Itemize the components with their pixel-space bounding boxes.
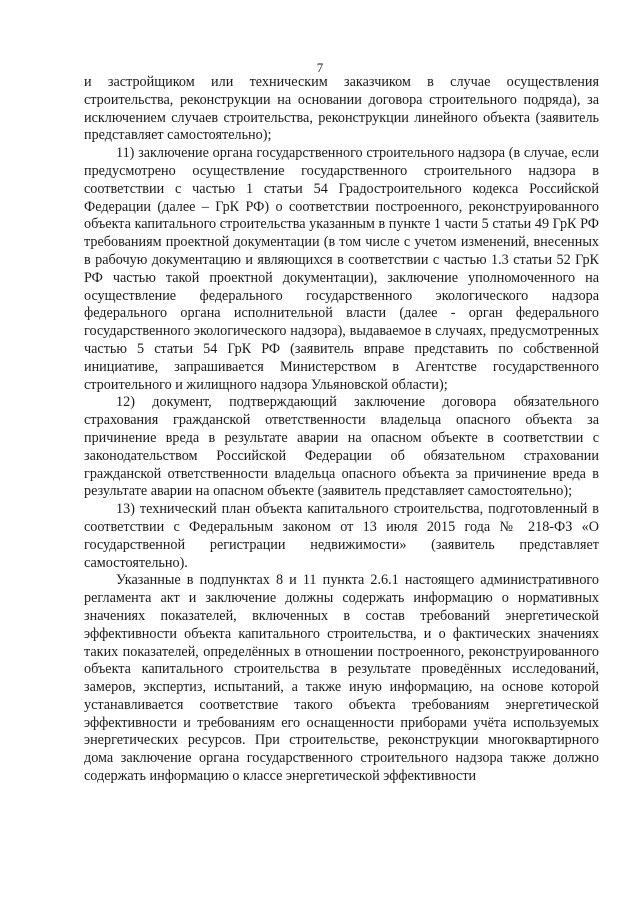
paragraph-item-13: 13) технический план объекта капитального строительства, подготовленный в соответствии с Федеральным законом от 13 июля 2015 года № 218-ФЗ «О государственной регистрации недвижимости» (заявитель представляет самостоятельно).	[84, 501, 599, 571]
paragraph-continuation: и застройщиком или техническим заказчиком в случае осуществления строительства, реконструкции на основании договора строительного подряда), за исключением случаев строительства, реконструкции линейного объекта (заявитель представляет самостоятельно);	[84, 74, 599, 144]
page-number: 7	[316, 60, 324, 75]
paragraph-item-11: 11) заключение органа государственного строительного надзора (в случае, если предусмотрено осуществление государственного строительного надзора в соответствии с частью 1 статьи 54 Градостроительного кодекса Российской Федерации (далее – ГрК РФ) о соответствии построенного, реконструированного объекта капитального строительства указанным в пункте 1 части 5 статьи 49 ГрК РФ требованиям проектной документации (в том числе с учетом изменений, внесенных в рабочую документацию и являющихся в соответствии с частью 1.3 статьи 52 ГрК РФ частью такой проектной документации), заключение уполномоченного на осуществление федерального государственного экологического надзора федерального органа исполнительной власти (далее - орган федерального государственного экологического надзора), выдаваемое в случаях, предусмотренных частью 5 статьи 54 ГрК РФ (заявитель вправе представить по собственной инициативе, запрашивается Министерством в Агентстве государственного строительного и жилищного надзора Ульяновской области);	[84, 145, 599, 393]
paragraph-item-12: 12) документ, подтверждающий заключение договора обязательного страхования гражданской ответственности владельца опасного объекта за причинение вреда в результате аварии на опасном объекте в соответствии с законодательством Российской Федерации об обязательном страховании гражданской ответственности владельца опасного объекта за причинение вреда в результате аварии на опасном объекте (заявитель представляет самостоятельно);	[84, 394, 599, 500]
paragraph-energy-efficiency: Указанные в подпунктах 8 и 11 пункта 2.6.1 настоящего административного регламента акт и заключение должны содержать информацию о нормативных значениях показателей, включенных в состав требований энергетической эффективности объекта капитального строительства, и о фактических значениях таких показателей, определённых в отношении построенного, реконструированного объекта капитального строительства в результате проведённых исследований, замеров, экспертиз, испытаний, а также иную информацию, на основе которой устанавливается соответствие такого объекта требованиям энергетической эффективности и требованиям его оснащенности приборами учёта используемых энергетических ресурсов. При строительстве, реконструкции многоквартирного дома заключение органа государственного строительного надзора также должно содержать информацию о классе энергетической эффективности	[84, 572, 599, 785]
document-body	[84, 74, 599, 786]
